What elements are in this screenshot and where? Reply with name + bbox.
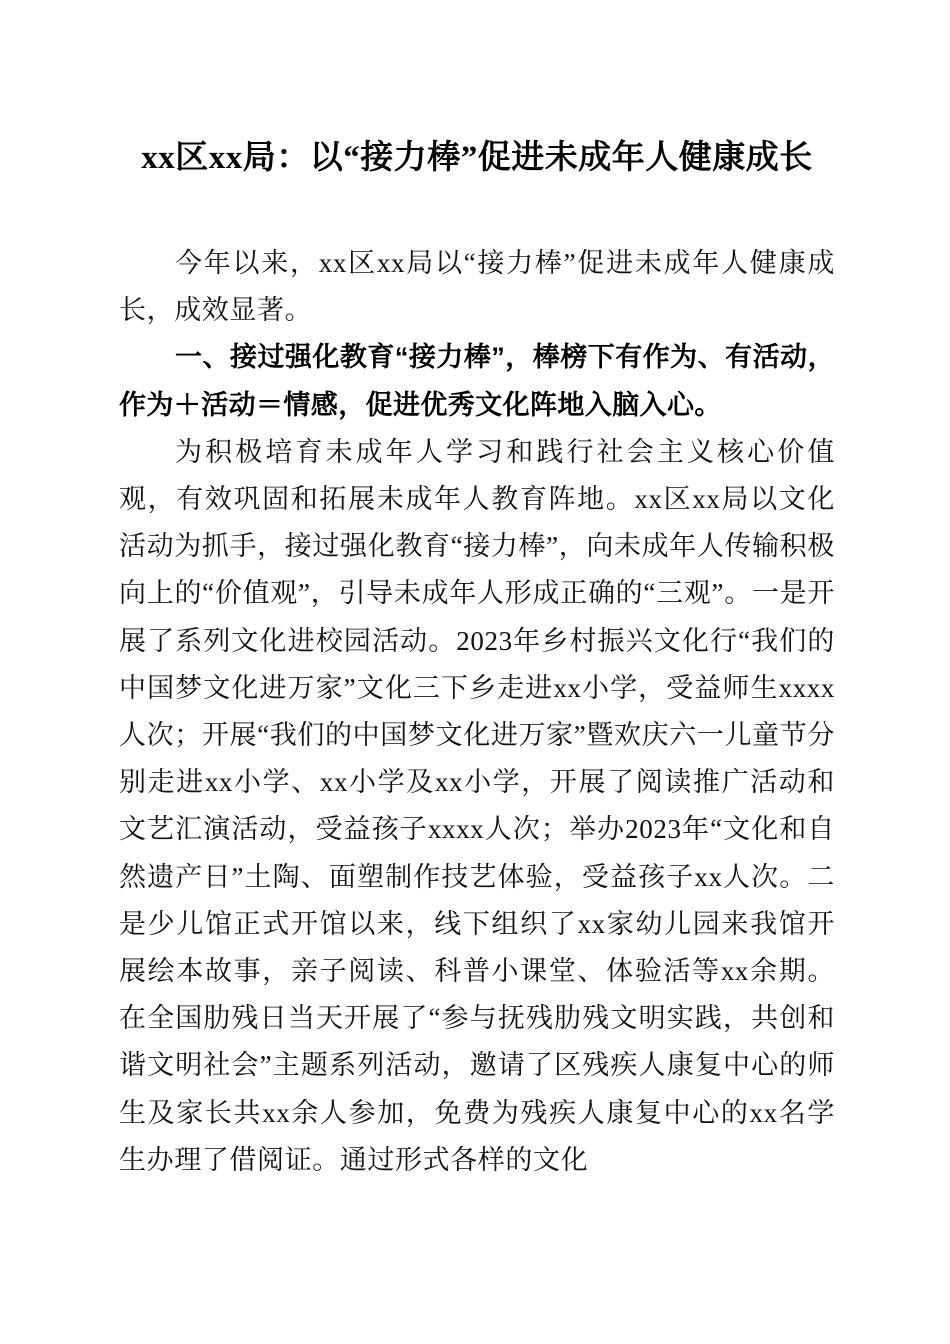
paragraph-lead: 今年以来，xx区xx局以“接力棒”促进未成年人健康成长，成效显著。 bbox=[119, 248, 835, 326]
section-heading-1: 一、接过强化教育“接力棒”，棒榜下有作为、有活动，作为＋活动＝情感，促进优秀文化阵地入脑入心。 bbox=[119, 342, 835, 420]
paragraph-body-1: 为积极培育未成年人学习和践行社会主义核心价值观，有效巩固和拓展未成年人教育阵地。xx区xx局以文化活动为抓手，接过强化教育“接力棒”，向未成年人传输积极向上的“价值观”，引导未成年人形成正确的“三观”。一是开展了系列文化进校园活动。2023年乡村振兴文化行“我们的中国梦文化进万家”文化三下乡走进xx小学，受益师生xxxx人次；开展“我们的中国梦文化进万家”暨欢庆六一儿童节分别走进xx小学、xx小学及xx小学，开展了阅读推广活动和文艺汇演活动，受益孩子xxxx人次；举办2023年“文化和自然遗产日”土陶、面塑制作技艺体验，受益孩子xx人次。二是少儿馆正式开馆以来，线下组织了xx家幼儿园来我馆开展绘本故事，亲子阅读、科普小课堂、体验活等xx余期。在全国肋残日当天开展了“参与抚残肋残文明实践，共创和谐文明社会”主题系列活动，邀请了区残疾人康复中心的师生及家长共xx余人参加，免费为残疾人康复中心的xx名学生办理了借阅证。通过形式各样的文化 bbox=[119, 436, 835, 1175]
document-content bbox=[119, 0, 835, 1184]
page-title: xx区xx局：以“接力棒”促进未成年人健康成长 bbox=[141, 140, 813, 176]
